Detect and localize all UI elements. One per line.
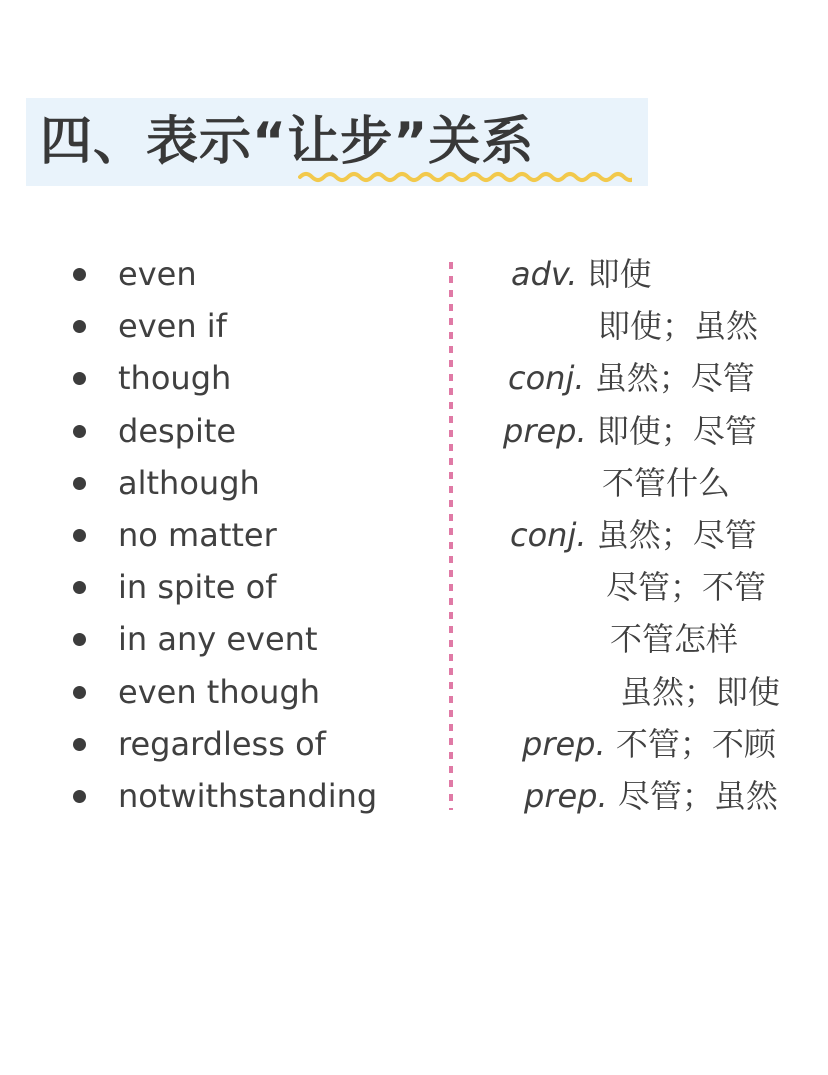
word-item bbox=[0, 457, 440, 509]
part-of-speech: adv. bbox=[511, 255, 578, 293]
meaning-text: 虽然；尽管 bbox=[594, 359, 755, 398]
word-item bbox=[0, 248, 440, 300]
word-item bbox=[0, 405, 440, 457]
word-item bbox=[0, 352, 440, 404]
bullet-dot bbox=[73, 529, 86, 542]
meaning-text: 即使；虽然 bbox=[598, 307, 759, 346]
meaning-item bbox=[460, 300, 828, 352]
word-text: although bbox=[118, 463, 260, 502]
bullet-dot bbox=[73, 686, 86, 699]
word-text: no matter bbox=[118, 515, 277, 554]
meaning-item bbox=[460, 457, 828, 509]
bullet-dot bbox=[73, 372, 86, 385]
word-text: even though bbox=[118, 672, 321, 711]
meaning-item bbox=[460, 248, 828, 300]
meaning-text: 不管怎样 bbox=[610, 620, 739, 659]
part-of-speech: prep. bbox=[524, 776, 608, 815]
title-prefix: 四、表示 bbox=[40, 112, 253, 172]
dashed-divider bbox=[447, 262, 455, 810]
word-item bbox=[0, 300, 440, 352]
meaning-item bbox=[460, 770, 828, 822]
word-text: regardless of bbox=[118, 724, 326, 763]
bullet-dot bbox=[73, 738, 86, 751]
bullet-dot bbox=[73, 790, 86, 803]
meaning-text: 不管；不顾 bbox=[615, 724, 776, 763]
bullet-dot bbox=[73, 633, 86, 646]
word-item bbox=[0, 770, 440, 822]
meaning-item bbox=[460, 666, 828, 718]
bullet-dot bbox=[73, 320, 86, 333]
part-of-speech: conj. bbox=[508, 359, 585, 398]
meaning-item bbox=[460, 352, 828, 404]
title-highlight: “让步” bbox=[252, 112, 429, 172]
meaning-text: 即使 bbox=[587, 255, 652, 293]
word-text: even bbox=[118, 255, 197, 293]
word-text: despite bbox=[118, 411, 237, 450]
part-of-speech: prep. bbox=[503, 411, 587, 450]
wavy-underline bbox=[298, 170, 632, 184]
word-item bbox=[0, 666, 440, 718]
meaning-text: 虽然；即使 bbox=[620, 672, 781, 711]
word-text: though bbox=[118, 359, 232, 398]
bullet-dot bbox=[73, 477, 86, 490]
meaning-list bbox=[460, 248, 828, 822]
meaning-item bbox=[460, 718, 828, 770]
word-text: in spite of bbox=[118, 568, 277, 607]
word-item bbox=[0, 613, 440, 665]
word-text: even if bbox=[118, 307, 227, 346]
meaning-item bbox=[460, 561, 828, 613]
word-text: notwithstanding bbox=[118, 776, 378, 815]
part-of-speech: conj. bbox=[510, 515, 587, 554]
word-item bbox=[0, 509, 440, 561]
word-list bbox=[0, 248, 440, 822]
page-title bbox=[40, 104, 534, 180]
meaning-text: 即使；尽管 bbox=[596, 411, 757, 450]
meaning-text: 不管什么 bbox=[602, 463, 731, 502]
part-of-speech: prep. bbox=[522, 724, 606, 763]
meaning-text: 虽然；尽管 bbox=[596, 515, 757, 554]
word-item bbox=[0, 718, 440, 770]
meaning-item bbox=[460, 613, 828, 665]
bullet-dot bbox=[73, 425, 86, 438]
bullet-dot bbox=[73, 268, 86, 281]
word-text: in any event bbox=[118, 620, 318, 659]
word-item bbox=[0, 561, 440, 613]
meaning-item bbox=[460, 405, 828, 457]
bullet-dot bbox=[73, 581, 86, 594]
meaning-text: 尽管；不管 bbox=[606, 568, 767, 607]
title-suffix: 关系 bbox=[428, 112, 535, 172]
meaning-text: 尽管；虽然 bbox=[617, 776, 778, 815]
meaning-item bbox=[460, 509, 828, 561]
